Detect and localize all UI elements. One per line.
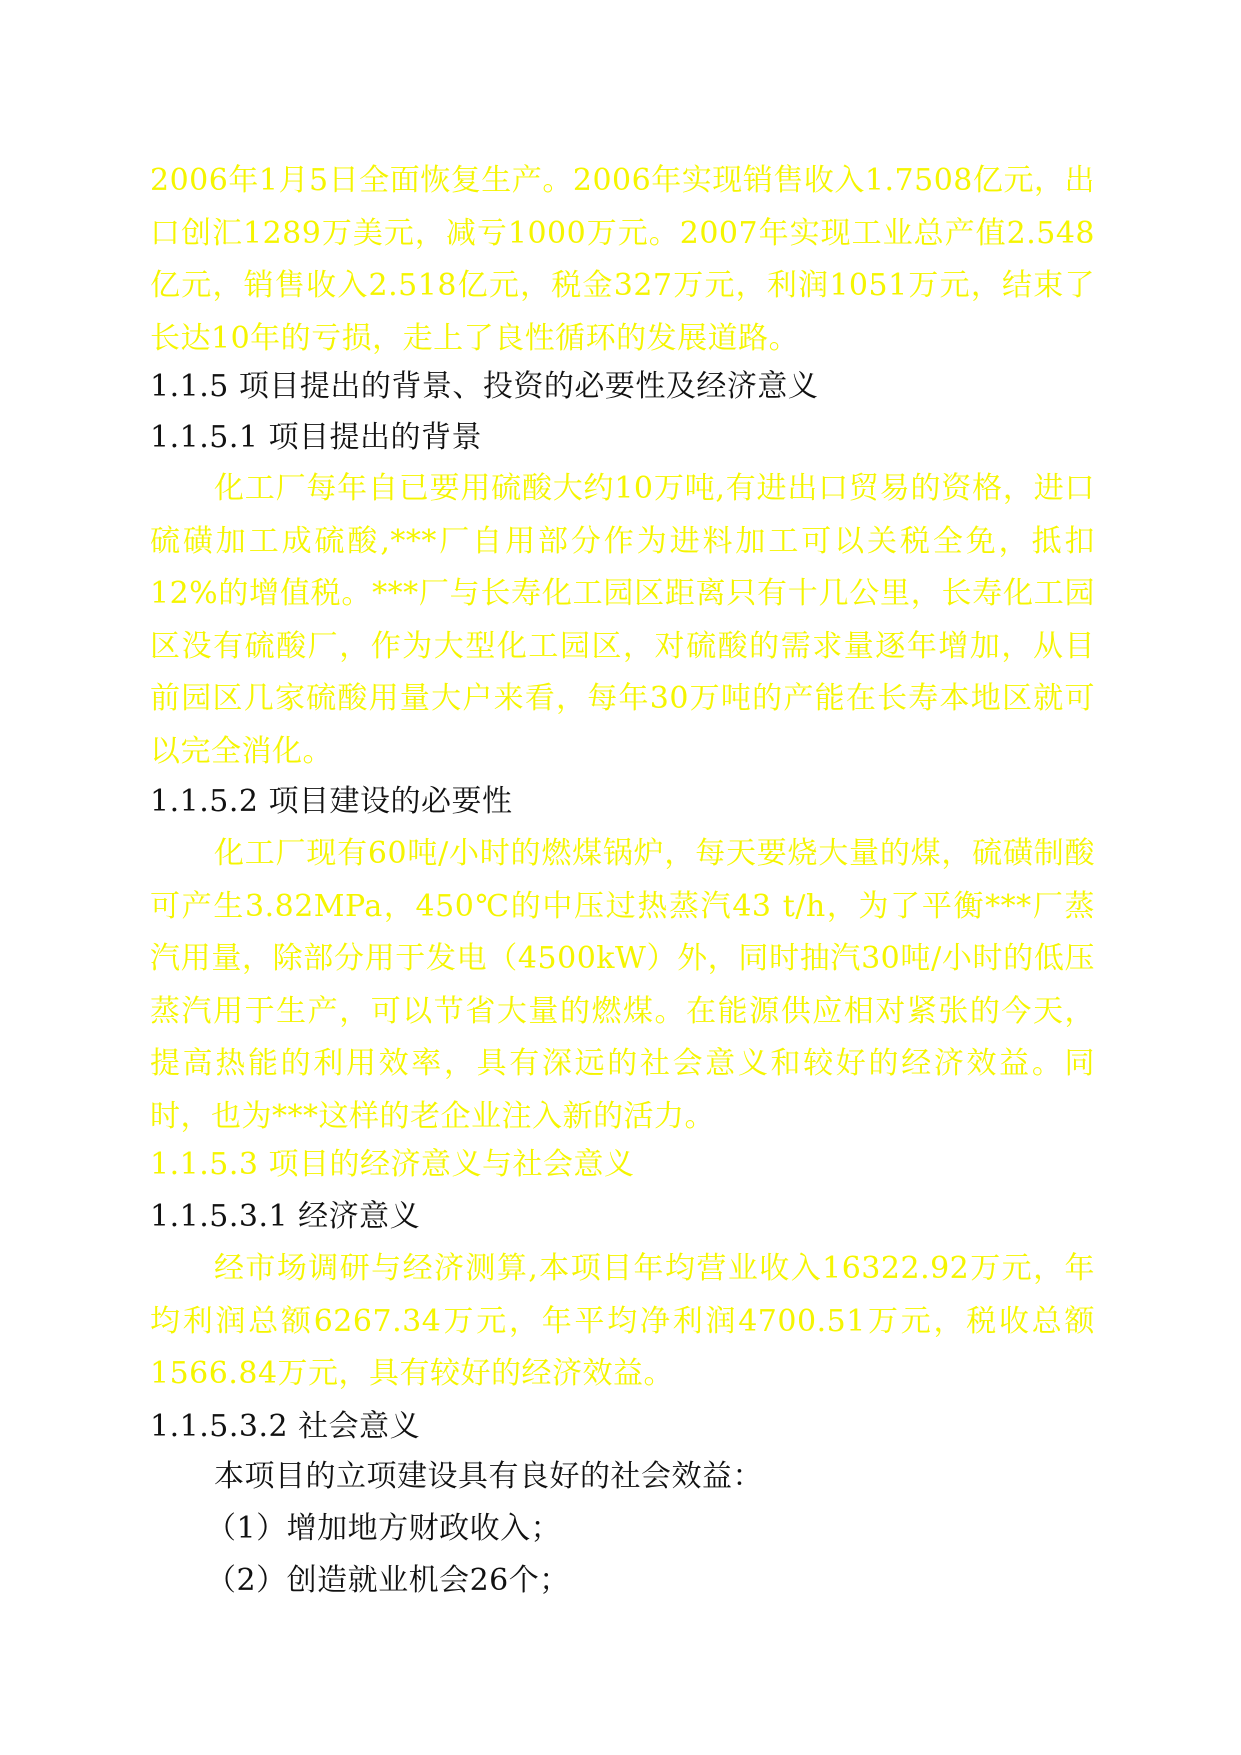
- social-item-1: （1）增加地方财政收入；: [206, 1510, 562, 1546]
- intro-paragraph: 2006年1月5日全面恢复生产。2006年实现销售收入1.7508亿元，出口创汇1289万美元，减亏1000万元。2007年实现工业总产值2.548亿元，销售收入2.518亿元，税金327万元，利润1051万元，结束了长达10年的亏损，走上了良性循环的发展道路。: [150, 163, 1095, 356]
- document-page: [150, 155, 1095, 1607]
- social-item-2: （2）创造就业机会26个；: [206, 1562, 570, 1598]
- heading-1-1-5-3: 1.1.5.3 项目的经济意义与社会意义: [150, 1147, 635, 1182]
- background-paragraph: 化工厂每年自已要用硫酸大约10万吨,有进出口贸易的资格，进口硫磺加工成硫酸,***厂自用部分作为进料加工可以关税全免，抵扣12%的增值税。***厂与长寿化工园区距离只有十几公里，长寿化工园区没有硫酸厂，作为大型化工园区，对硫酸的需求量逐年增加，从目前园区几家硫酸用量大户来看，每年30万吨的产能在长寿本地区就可以完全消化。: [150, 471, 1095, 769]
- heading-1-1-5-3-1: 1.1.5.3.1 经济意义: [150, 1199, 421, 1234]
- heading-1-1-5-2: 1.1.5.2 项目建设的必要性: [150, 784, 513, 819]
- heading-1-1-5: 1.1.5 项目提出的背景、投资的必要性及经济意义: [150, 369, 819, 404]
- heading-1-1-5-1: 1.1.5.1 项目提出的背景: [150, 420, 482, 455]
- heading-1-1-5-3-2: 1.1.5.3.2 社会意义: [150, 1408, 421, 1444]
- economic-paragraph: 经市场调研与经济测算,本项目年均营业收入16322.92万元，年均利润总额6267.34万元，年平均净利润4700.51万元，税收总额1566.84万元，具有较好的经济效益。: [150, 1251, 1095, 1391]
- social-intro: 本项目的立项建设具有良好的社会效益：: [214, 1458, 763, 1494]
- necessity-paragraph: 化工厂现有60吨/小时的燃煤锅炉，每天要烧大量的煤，硫磺制酸可产生3.82MPa，450℃的中压过热蒸汽43 t/h，为了平衡***厂蒸汽用量，除部分用于发电（4500kW）外，同时抽汽30吨/小时的低压蒸汽用于生产，可以节省大量的燃煤。在能源供应相对紧张的今天，提高热能的利用效率，具有深远的社会意义和较好的经济效益。同时，也为***这样的老企业注入新的活力。: [150, 836, 1095, 1134]
